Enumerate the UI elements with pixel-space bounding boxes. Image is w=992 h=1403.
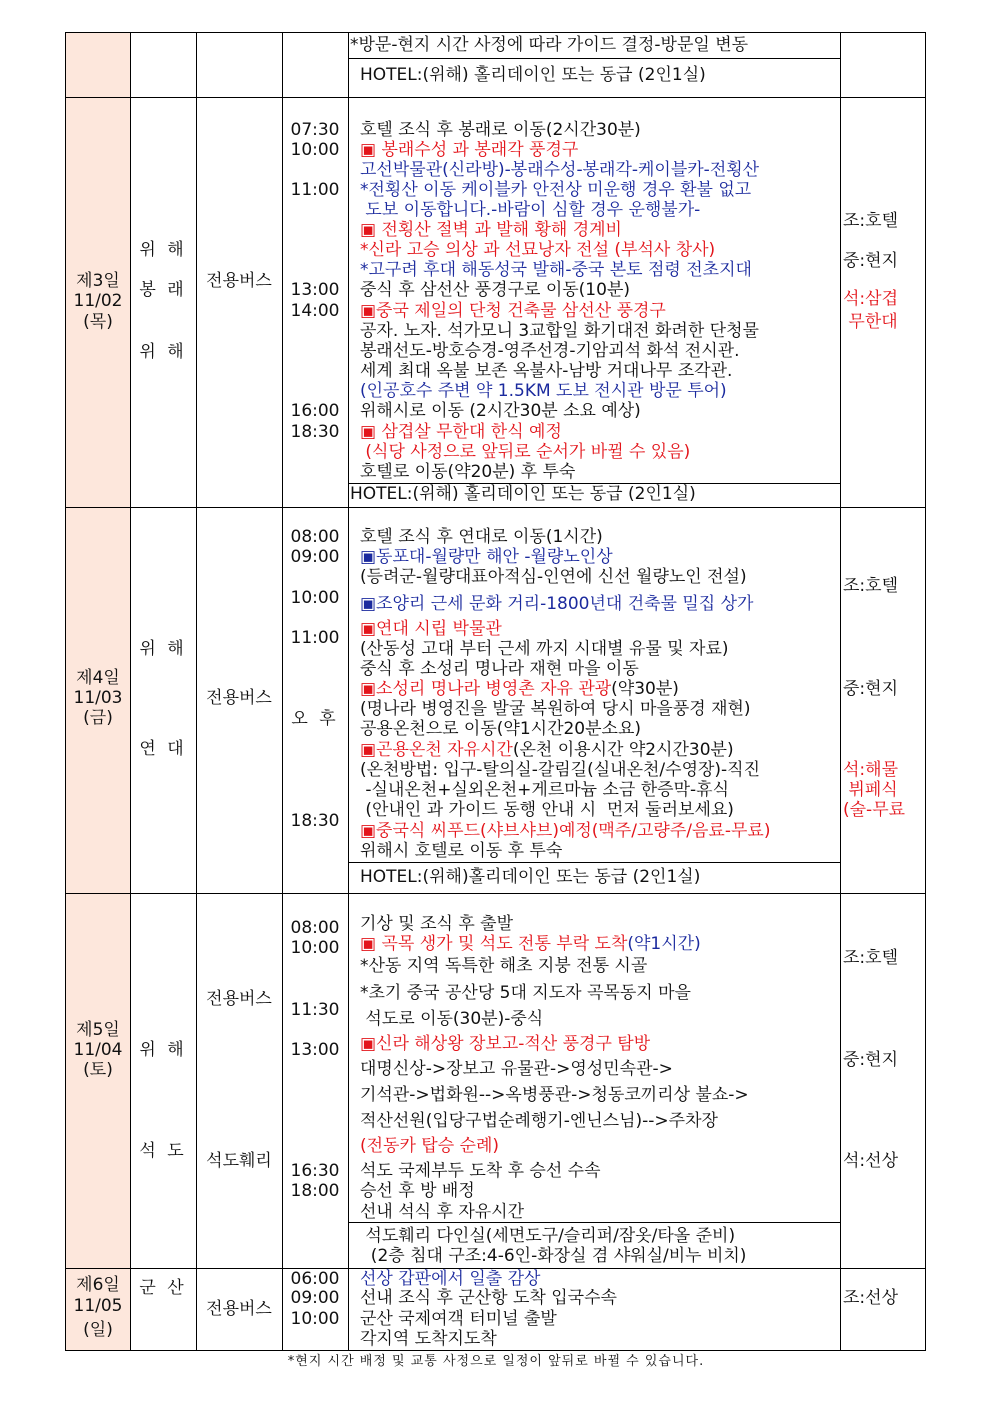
- day3-time: 14:00: [290, 301, 340, 321]
- day3-line: (인공호수 주변 약 1.5KM 도보 전시관 방문 투어): [360, 381, 727, 401]
- day3-time: 10:00: [290, 140, 340, 160]
- day5-time: 08:00: [290, 918, 340, 938]
- day5-ferry-note: (2층 침대 구조:4-6인-화장실 겸 샤워실/비누 비치): [360, 1246, 747, 1266]
- day3-place: 위 해: [139, 240, 187, 260]
- day3-line: *신라 고승 의상 과 선묘낭자 전설 (부석사 창사): [360, 240, 716, 260]
- day6-date: 11/05: [73, 1296, 123, 1316]
- column-divider: [282, 33, 283, 1350]
- day3-line: 도보 이동합니다.-바람이 심할 경우 운행불가-: [360, 200, 701, 220]
- continuation-hotel: HOTEL:(위해) 홀리데이인 또는 동급 (2인1실): [360, 65, 706, 85]
- day5-transport: 전용버스: [206, 989, 272, 1009]
- day3-line: 위해시로 이동 (2시간30분 소요 예상): [360, 401, 641, 421]
- day4-line: 위해시 호텔로 이동 후 투숙: [360, 841, 563, 861]
- day5-ferry-note: 석도훼리 다인실(세면도구/슬리퍼/잠옷/타올 준비): [360, 1226, 736, 1246]
- day4-place: 연 대: [139, 739, 187, 759]
- day3-line: 공자. 노자. 석가모니 3교합일 화기대전 화려한 단청물: [360, 321, 759, 341]
- day3-place: 위 해: [139, 342, 187, 362]
- day4-line: (명나라 병영진을 발굴 복원하여 당시 마을풍경 재현): [360, 699, 751, 719]
- day3-place: 봉 래: [139, 280, 187, 300]
- day3-line: 세계 최대 옥불 보존 옥불사-남방 거대나무 조각관.: [360, 361, 733, 381]
- day3-time: 16:00: [290, 401, 340, 421]
- row-divider: [66, 507, 926, 508]
- day5-line: *초기 중국 공산당 5대 지도자 곡목동지 마을: [360, 983, 691, 1003]
- day4-line: 공용온천으로 이동(약1시간20분소요): [360, 719, 642, 739]
- day5-line: 기상 및 조식 후 출발: [360, 914, 513, 934]
- day4-time: 10:00: [290, 588, 340, 608]
- day3-line: 봉래선도-방호승경-영주선경-기암괴석 화석 전시관.: [360, 341, 740, 361]
- day5-line: [360, 934, 838, 954]
- day5-line: 기석관->법화원-->옥병풍관->청동코끼리상 불쇼->: [360, 1085, 749, 1105]
- day4-label: 제4일: [76, 668, 120, 688]
- day3-weekday: (목): [83, 312, 113, 332]
- day3-time: 18:30: [290, 422, 340, 442]
- day5-date: 11/04: [73, 1040, 123, 1060]
- day3-time: 13:00: [290, 280, 340, 300]
- day5-time: 18:00: [290, 1181, 340, 1201]
- day3-meal: 무한대: [843, 312, 898, 332]
- column-divider: [348, 33, 349, 1350]
- day3-meal: 중:현지: [843, 251, 898, 271]
- day6-line: 선내 조식 후 군산항 도착 입국수속: [360, 1288, 617, 1308]
- day5-line: 석도로 이동(30분)-중식: [360, 1009, 544, 1029]
- day4-line: (등려군-월량대표아적심-인연에 신선 월량노인 전설): [360, 567, 747, 587]
- day3-line: ▣ 전횡산 절벽 과 발해 황해 경계비: [360, 220, 622, 240]
- day3-line: ▣중국 제일의 단청 건축물 삼선산 풍경구: [360, 301, 666, 321]
- day5-meal: 조:호텔: [843, 948, 898, 968]
- day4-line: (산동성 고대 부터 근세 까지 시대별 유물 및 자료): [360, 639, 729, 659]
- row-divider: [66, 893, 926, 894]
- day6-line: 선상 갑판에서 일출 감상: [360, 1269, 541, 1289]
- day3-meal: 조:호텔: [843, 211, 898, 231]
- day3-transport: 전용버스: [206, 271, 272, 291]
- day3-line: (식당 사정으로 앞뒤로 순서가 바뀔 수 있음): [360, 442, 691, 462]
- day3-date: 11/02: [73, 291, 123, 311]
- day6-meal: 조:선상: [843, 1288, 898, 1308]
- day3-label: 제3일: [76, 271, 120, 291]
- day6-time: 10:00: [290, 1309, 340, 1329]
- day4-line: [360, 679, 838, 699]
- day5-line: 승선 후 방 배정: [360, 1181, 475, 1201]
- day4-line: (안내인 과 가이드 동행 안내 시 먼저 둘러보세요): [360, 800, 734, 820]
- day3-time: 11:00: [290, 180, 340, 200]
- day5-line: 석도 국제부두 도착 후 승선 수속: [360, 1161, 601, 1181]
- day4-line: 중식 후 소성리 명나라 재현 마을 이동: [360, 659, 639, 679]
- day5-line: 적산선원(입당구법순례행기-엔닌스님)-->주차장: [360, 1111, 718, 1131]
- day4-meal: 뷔페식: [843, 780, 898, 800]
- day4-line: ▣동포대-월량만 해안 -월량노인상: [360, 547, 613, 567]
- column-divider: [840, 33, 841, 1350]
- day3-line: 호텔로 이동(약20분) 후 투숙: [360, 462, 576, 482]
- day4-meal: (술-무료: [843, 800, 906, 820]
- day6-time: 09:00: [290, 1288, 340, 1308]
- day3-line: *전횡산 이동 케이블카 안전상 미운행 경우 환불 없고: [360, 180, 752, 200]
- day4-time: 11:00: [290, 628, 340, 648]
- continuation-note: *방문-현지 시간 사정에 따라 가이드 결정-방문일 변동: [350, 35, 749, 55]
- day4-time: 18:30: [290, 811, 340, 831]
- day5-line-highlight: ▣ 곡목 생가 및 석도 전통 부락 도착: [360, 934, 628, 954]
- day6-time: 06:00: [290, 1269, 340, 1289]
- day6-place: 군 산: [139, 1278, 187, 1298]
- day5-line: 선내 석식 후 자유시간: [360, 1202, 525, 1222]
- day4-line-highlight: ▣소성리 명나라 병영촌 자유 관광: [360, 679, 612, 699]
- hotel-divider: [348, 862, 840, 863]
- day4-line: ▣연대 시립 박물관: [360, 619, 502, 639]
- day5-meal: 석:선상: [843, 1151, 898, 1171]
- day5-place: 위 해: [139, 1040, 187, 1060]
- day6-weekday: (일): [83, 1320, 113, 1340]
- day5-line: 대명신상->장보고 유물관->영성민속관->: [360, 1059, 673, 1079]
- day4-place: 위 해: [139, 639, 187, 659]
- day3-line: *고구려 후대 해동성국 발해-중국 본토 점령 전초지대: [360, 260, 752, 280]
- day6-label: 제6일: [76, 1275, 120, 1295]
- day5-place: 석 도: [139, 1141, 187, 1161]
- day4-meal: 중:현지: [843, 679, 898, 699]
- day4-line: -실내온천+실외온천+게르마늄 소금 한증막-휴식: [360, 780, 729, 800]
- day3-time: 07:30: [290, 120, 340, 140]
- day5-line-detail: (약1시간): [627, 934, 701, 954]
- day4-time: 오 후: [291, 709, 339, 729]
- day3-line: 고선박물관(신라방)-봉래수성-봉래각-케이블카-전횡산: [360, 160, 760, 180]
- day4-line-detail: (온천 이용시간 약2시간30분): [512, 740, 734, 760]
- day3-meal: 석:삼겹: [843, 289, 898, 309]
- day3-line: 중식 후 삼선산 풍경구로 이동(10분): [360, 280, 630, 300]
- day4-date: 11/03: [73, 688, 123, 708]
- day4-meal: 조:호텔: [843, 576, 898, 596]
- hotel-divider: [348, 58, 840, 59]
- day4-line: [360, 740, 838, 760]
- day4-meal: 석:해물: [843, 760, 898, 780]
- day4-weekday: (금): [83, 708, 113, 728]
- day3-hotel: HOTEL:(위해) 홀리데이인 또는 동급 (2인1실): [350, 484, 696, 504]
- day6-transport: 전용버스: [206, 1299, 272, 1319]
- day5-time: 16:30: [290, 1161, 340, 1181]
- day4-time: 08:00: [290, 527, 340, 547]
- day4-hotel: HOTEL:(위해)홀리데이인 또는 동급 (2인1실): [360, 867, 701, 887]
- day4-line: (온천방법: 입구-탈의실-갈림길(실내온천/수영장)-직진: [360, 760, 761, 780]
- day4-line-detail: (약30분): [611, 679, 679, 699]
- day5-weekday: (토): [83, 1060, 113, 1080]
- day5-time: 11:30: [290, 1000, 340, 1020]
- day4-transport: 전용버스: [206, 688, 272, 708]
- row-divider: [66, 97, 926, 98]
- day4-time: 09:00: [290, 547, 340, 567]
- day4-line-highlight: ▣곤용온천 자유시간: [360, 740, 513, 760]
- day5-time: 13:00: [290, 1040, 340, 1060]
- day6-line: 각지역 도착지도착: [360, 1329, 497, 1349]
- day5-line: (전동카 탑승 순례): [360, 1136, 500, 1156]
- day5-label: 제5일: [76, 1020, 120, 1040]
- day4-line: 호텔 조식 후 연대로 이동(1시간): [360, 527, 603, 547]
- ferry-divider: [348, 1222, 840, 1223]
- footnote: *현지 시간 배정 및 교통 사정으로 일정이 앞뒤로 바뀔 수 있습니다.: [287, 1354, 705, 1369]
- day5-time: 10:00: [290, 938, 340, 958]
- day5-meal: 중:현지: [843, 1050, 898, 1070]
- day6-line: 군산 국제여객 터미널 출발: [360, 1309, 557, 1329]
- day5-line: *산동 지역 독특한 해초 지붕 전통 시골: [360, 956, 648, 976]
- day4-line: ▣중국식 씨푸드(샤브샤브)예정(맥주/고량주/음료-무료): [360, 821, 771, 841]
- day5-transport: 석도훼리: [206, 1151, 272, 1171]
- day5-line: ▣신라 해상왕 장보고-적산 풍경구 탐방: [360, 1034, 651, 1054]
- day4-line: ▣조양리 근세 문화 거리-1800년대 건축물 밀집 상가: [360, 594, 754, 614]
- day3-line: ▣ 봉래수성 과 봉래각 풍경구: [360, 140, 579, 160]
- day3-line: 호텔 조식 후 봉래로 이동(2시간30분): [360, 120, 641, 140]
- day3-line: ▣ 삼겹살 무한대 한식 예정: [360, 422, 562, 442]
